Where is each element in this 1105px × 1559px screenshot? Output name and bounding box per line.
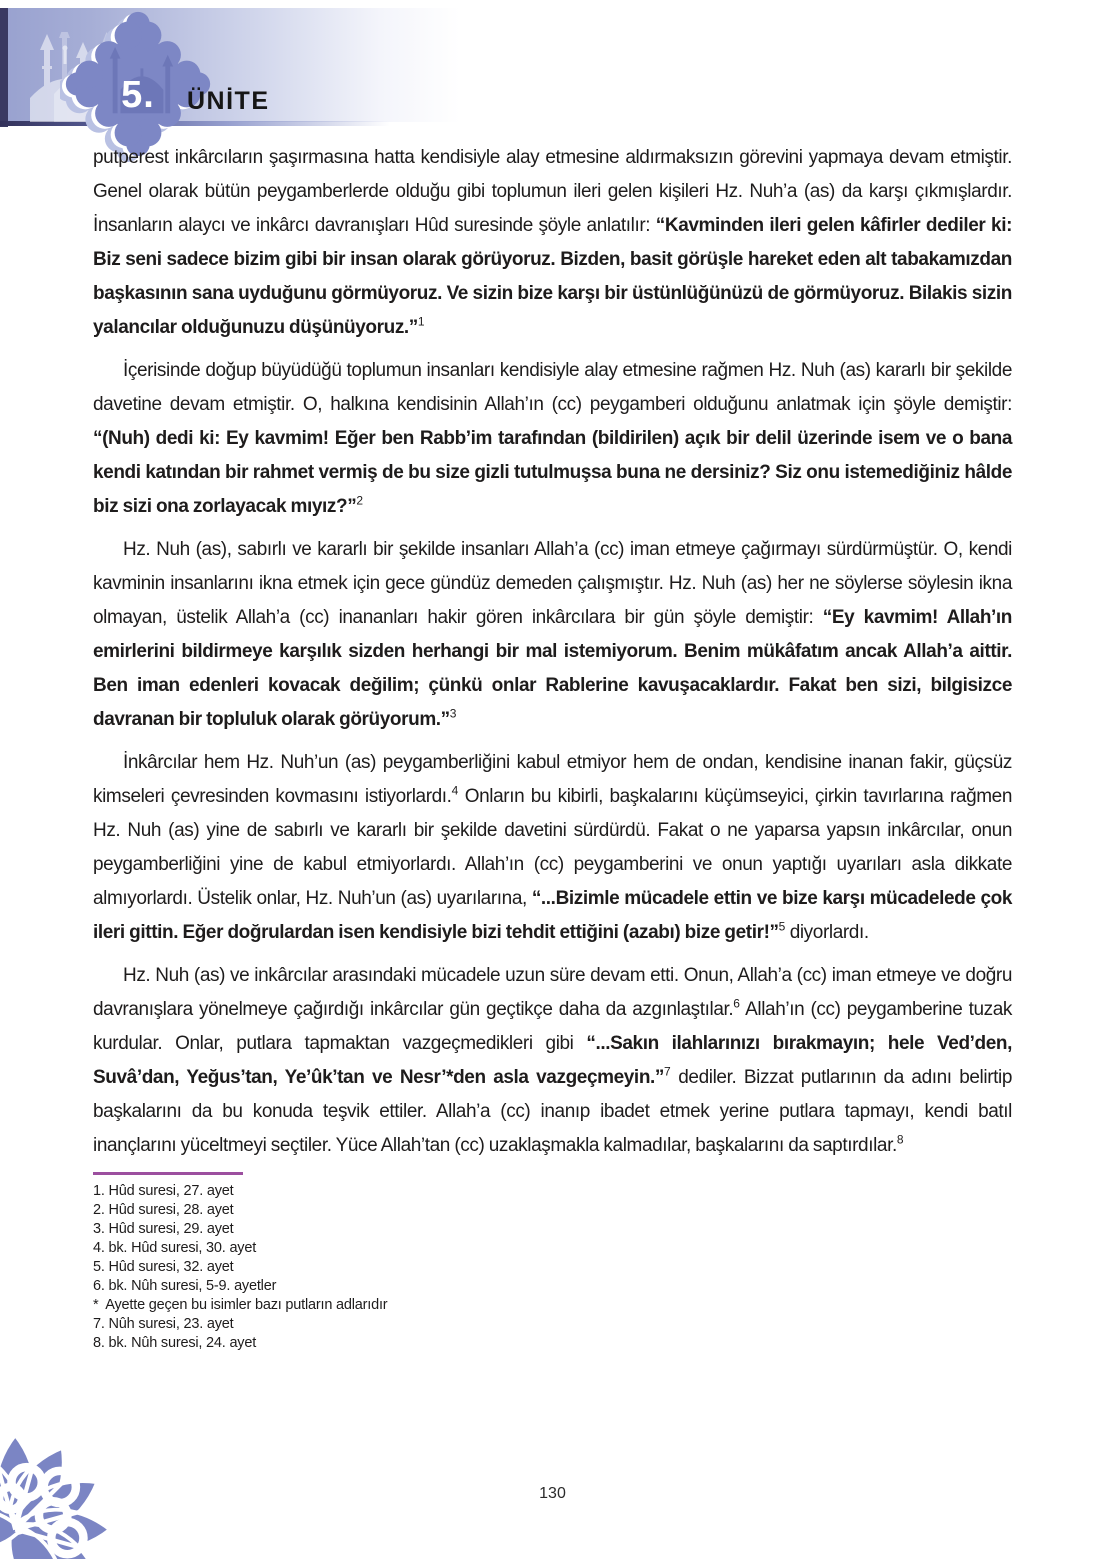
page-number: 130 bbox=[539, 1485, 566, 1502]
footnote-item: 5. Hûd suresi, 32. ayet bbox=[93, 1259, 234, 1275]
body-paragraph: İnkârcılar hem Hz. Nuh’un (as) peygamberliğini kabul etmiyor hem de ondan, kendisine inanan fakir, güçsüz kimseleri çevresinden kovmasını istiyorlardı.$^4$ Onların bu kibirli, başkalarını küçümseyici, çirkin tavırlarına rağmen Hz. Nuh (as) yine de sabırlı ve kararlı bir şekilde davetini sürdürdü. Fakat o ne yaparsa yapsın inkârcılar, onun peygamberliğini yine de kabul etmiyorlardı. Allah’ın (cc) peygamberini ve onun yaptığı uyarıları asla dikkate almıyorlardı. Üstelik onlar, Hz. Nuh’un (as) uyarılarına, “...Bizimle mücadele ettin ve bize karşı mücadelede çok ileri gittin. Eğer doğrulardan isen kendisiyle bizi tehdit ettiğini (azabı) bize getir!”$^5$ diyorlardı. bbox=[93, 752, 1012, 943]
footnotes-list bbox=[93, 1182, 1012, 1353]
footnote-item: 2. Hûd suresi, 28. ayet bbox=[93, 1202, 234, 1218]
footnote-item: 1. Hûd suresi, 27. ayet bbox=[93, 1183, 234, 1199]
article-text bbox=[93, 141, 1012, 1163]
footnote-item: 7. Nûh suresi, 23. ayet bbox=[93, 1316, 234, 1332]
footnote-item: 4. bk. Hûd suresi, 30. ayet bbox=[93, 1240, 257, 1256]
footnote-separator bbox=[93, 1172, 243, 1175]
footnote-item: 6. bk. Nûh suresi, 5-9. ayetler bbox=[93, 1278, 277, 1294]
body-paragraph: Hz. Nuh (as), sabırlı ve kararlı bir şekilde insanları Allah’a (cc) iman etmeye çağırmayı sürdürmüştür. O, kendi kavminin insanlarını ikna etmek için gece gündüz demeden çalışmıştır. Hz. Nuh (as) her ne söylerse söylesin ikna olmayan, üstelik Allah’a (cc) inananları hakir gören inkârcılara bir gün şöyle demiştir: “Ey kavmim! Allah’ın emirlerini bildirmeye karşılık sizden herhangi bir mal istemiyorum. Benim mükâfatım ancak Allah’a aittir. Ben iman edenleri kovacak değilim; çünkü onlar Rablerine kavuşacaklardır. Fakat ben sizi, bilgisizce davranan bir topluluk olarak görüyorum.”$^3$ bbox=[93, 539, 1012, 730]
header-left-bar bbox=[0, 8, 8, 127]
footnote-item: 8. bk. Nûh suresi, 24. ayet bbox=[93, 1335, 257, 1351]
body-paragraph: Hz. Nuh (as) ve inkârcılar arasındaki mücadele uzun süre devam etti. Onun, Allah’a (cc) iman etmeye ve doğru davranışlara yönelmeye çağırdığı inkârcılar gün geçtikçe daha da azgınlaştılar.$^6$ Allah’ın (cc) peygamberine tuzak kurdular. Onlar, putlara tapmaktan vazgeçmedikleri gibi “...Sakın ilahlarınızı bırakmayın; hele Ved’den, Suvâ’dan, Yeğus’tan, Ye’ûk’tan ve Nesr’*den asla vazgeçmeyin.”$^7$ dediler. Bizzat putlarının da adını belirtip başkalarını da bu konuda teşvik ettiler. Allah’a (cc) inanıp ibadet etmek yerine putlara tapmayı, kendi batıl inançlarını yüceltmeyi seçtiler. Yüce Allah’tan (cc) uzaklaşmakla kalmadılar, başkalarını da saptırdılar.$^8$ bbox=[93, 965, 1012, 1156]
footnote-item: * Ayette geçen bu isimler bazı putların adlarıdır bbox=[93, 1297, 388, 1313]
unit-title: ÜNİTE bbox=[187, 87, 270, 115]
footnote-item: 3. Hûd suresi, 29. ayet bbox=[93, 1221, 234, 1237]
unit-number: 5. bbox=[121, 74, 155, 116]
page-content bbox=[93, 141, 1012, 1353]
body-paragraph: putperest inkârcıların şaşırmasına hatta kendisiyle alay etmesine aldırmaksızın görevini yapmaya devam etmiştir. Genel olarak bütün peygamberlerde olduğu gibi toplumun ileri gelen kişileri Hz. Nuh’a (as) da karşı çıkmışlardır. İnsanların alaycı ve inkârcı davranışları Hûd suresinde şöyle anlatılır: “Kavminden ileri gelen kâfirler dediler ki: Biz seni sadece bizim gibi bir insan olarak görüyoruz. Bizden, basit görüşle hareket eden alt tabakamızdan başkasının sana uyduğunu görmüyoruz. Ve sizin bize karşı bir üstünlüğünüzü de görmüyoruz. Bilakis sizin yalancılar olduğunuzu düşünüyoruz.”$^1$ bbox=[93, 147, 1012, 338]
flower-icon bbox=[0, 1379, 220, 1559]
body-paragraph: İçerisinde doğup büyüdüğü toplumun insanları kendisiyle alay etmesine rağmen Hz. Nuh (as) kararlı bir şekilde davetine devam etmiştir. O, halkına kendisinin Allah’ın (cc) peygamberi olduğunu anlatmak için şöyle demiştir: “(Nuh) dedi ki: Ey kavmim! Eğer ben Rabb’im tarafından (bildirilen) açık bir delil üzerinde isem ve o bana kendi katından bir rahmet vermiş de bu size gizli tutulmuşsa buna ne dersiniz? Siz onu istemediğiniz hâlde biz sizi ona zorlayacak mıyız?”$^2$ bbox=[93, 360, 1012, 517]
